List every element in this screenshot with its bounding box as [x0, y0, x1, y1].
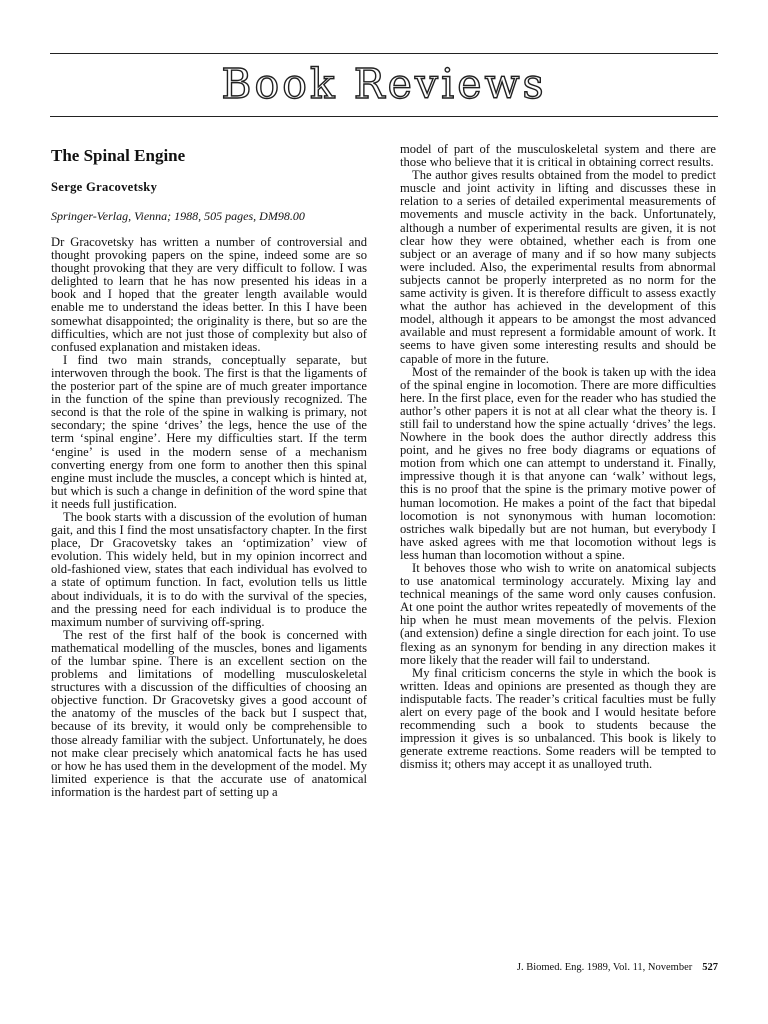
- section-banner: [50, 59, 718, 111]
- body-paragraph: The author gives results obtained from the model to predict muscle and joint activity in lifting and discusses these in relation to a series of detailed experimental measurements of movements and muscle activity in the back. Unfortunately, although a number of experimental results are given, it is not clear how they were obtained, whether each is from one subject or an average of many and if so how many subjects were included. Also, the experimental results from abnormal subjects cannot be properly interpreted as no norm for the same activity is given. It is therefore difficult to assess exactly what the author has achieved in the development of this model, although it appears to be amongst the most advanced available and must represent a formidable amount of work. It seems to have given some interesting results and should be capable of more in the future.: [400, 168, 716, 366]
- body-paragraph: It behoves those who wish to write on anatomical subjects to use anatomical terminology accurately. Mixing lay and technical meanings of the same word only causes confusion. At one point the author writes repeatedly of movements of the hip when he must mean movements of the pelvis. Flexion (and extension) define a single direction for each joint. To use flexing as an synonym for bending in any direction makes it more likely that the reader will fail to understand.: [400, 561, 716, 667]
- page-number: 527: [702, 962, 718, 973]
- body-paragraph: Most of the remainder of the book is taken up with the idea of the spinal engine in locomotion. There are more difficulties here. In the first place, even for the reader who has studied the author’s other papers it is not at all clear what the theory is. I still fail to understand how the spine actually ‘drives’ the legs. Nowhere in the book does the author directly address this point, and he gives no free body diagrams or equations of motion from which one can attempt to understand it. Finally, impressive though it is that anyone can ‘walk’ without legs, this is no proof that the spine is the primary motive power of human locomotion. He makes a point of the fact that bipedal locomotion is not synonymous with human locomotion: ostriches walk bipedally but are not human, but everybody I have asked agrees with me that locomotion without legs is less human than locomotion without a spine.: [400, 364, 716, 562]
- body-paragraph: The book starts with a discussion of the evolution of human gait, and this I find the most unsatisfactory chapter. In the first place, Dr Gracovetsky takes an ‘optimization’ view of evolution. This widely held, but in my opinion incorrect and old-fashioned view, states that each individual has evolved to a state of optimum function. In fact, evolution tells us little about individuals, it is to do with the survival of the species, and the pressing need for each individual is to produce the maximum number of surviving off-spring.: [51, 509, 367, 629]
- body-paragraph: My final criticism concerns the style in which the book is written. Ideas and opinions are presented as though they are indisputable facts. The reader’s critical faculties must be fully alert on every page of the book and I would hesitate before recommending such a book to students because the impression it gives is so unbalanced. This book is likely to generate extreme reactions. Some readers will be tempted to dismiss it; others may accept it as unalloyed truth.: [400, 665, 716, 772]
- page-footer: [400, 962, 718, 974]
- body-paragraph: Dr Gracovetsky has written a number of controversial and thought provoking papers on the spine, indeed some are so thought provoking that they are very difficult to follow. I was delighted to learn that he has now presented his ideas in a book and I hoped that the greater length available would enable me to understand the ideas better. In this I have been somewhat disappointed; the originality is there, but so are the difficulties, which are not just those of complexity but also of confused explanation and mistaken ideas.: [51, 235, 367, 354]
- left-column: [51, 146, 367, 799]
- body-paragraph: I find two main strands, conceptually separate, but interwoven through the book. The first is that the ligaments of the posterior part of the spine are of much greater importance in the function of the spine than previously recognized. The second is that the role of the spine in walking is primary, not secondary; the spine ‘drives’ the legs, hence the use of the term ‘spinal engine’. Here my difficulties start. If the term ‘engine’ is used in the modern sense of a mechanism converting energy from one form to another then this spinal engine must include the muscles, a concept which is hinted at, but which is such a change in definition of the word spine that it needs full justification.: [51, 352, 367, 511]
- publication-details: Springer-Verlag, Vienna; 1988, 505 pages, DM98.00: [51, 209, 305, 223]
- journal-citation: J. Biomed. Eng. 1989, Vol. 11, November: [516, 962, 693, 973]
- review-author: Serge Gracovetsky: [51, 180, 158, 194]
- header-top-rule: [50, 53, 718, 54]
- review-title: The Spinal Engine: [51, 146, 186, 165]
- right-column: [400, 143, 716, 772]
- body-paragraph: The rest of the first half of the book is concerned with mathematical modelling of the muscles, bones and ligaments of the lumbar spine. There is an excellent section on the problems and limitations of modelling musculoskeletal structures with a discussion of the difficulties of choosing an objective function. Dr Gracovetsky gives a good account of the anatomy of the muscles of the back but I suspect that, because of its brevity, it would only be comprehensible to those already familiar with the subject. Unfortunately, he does not make clear precisely which anatomical facts he has used or how he has used them in the development of the model. My limited experience is that the accurate use of anatomical information is the hardest part of setting up a: [51, 627, 367, 799]
- section-title: Book Reviews: [221, 60, 547, 108]
- header-bottom-rule: [50, 116, 718, 117]
- body-paragraph: model of part of the musculoskeletal system and there are those who believe that it is critical in obtaining correct results.: [400, 142, 716, 170]
